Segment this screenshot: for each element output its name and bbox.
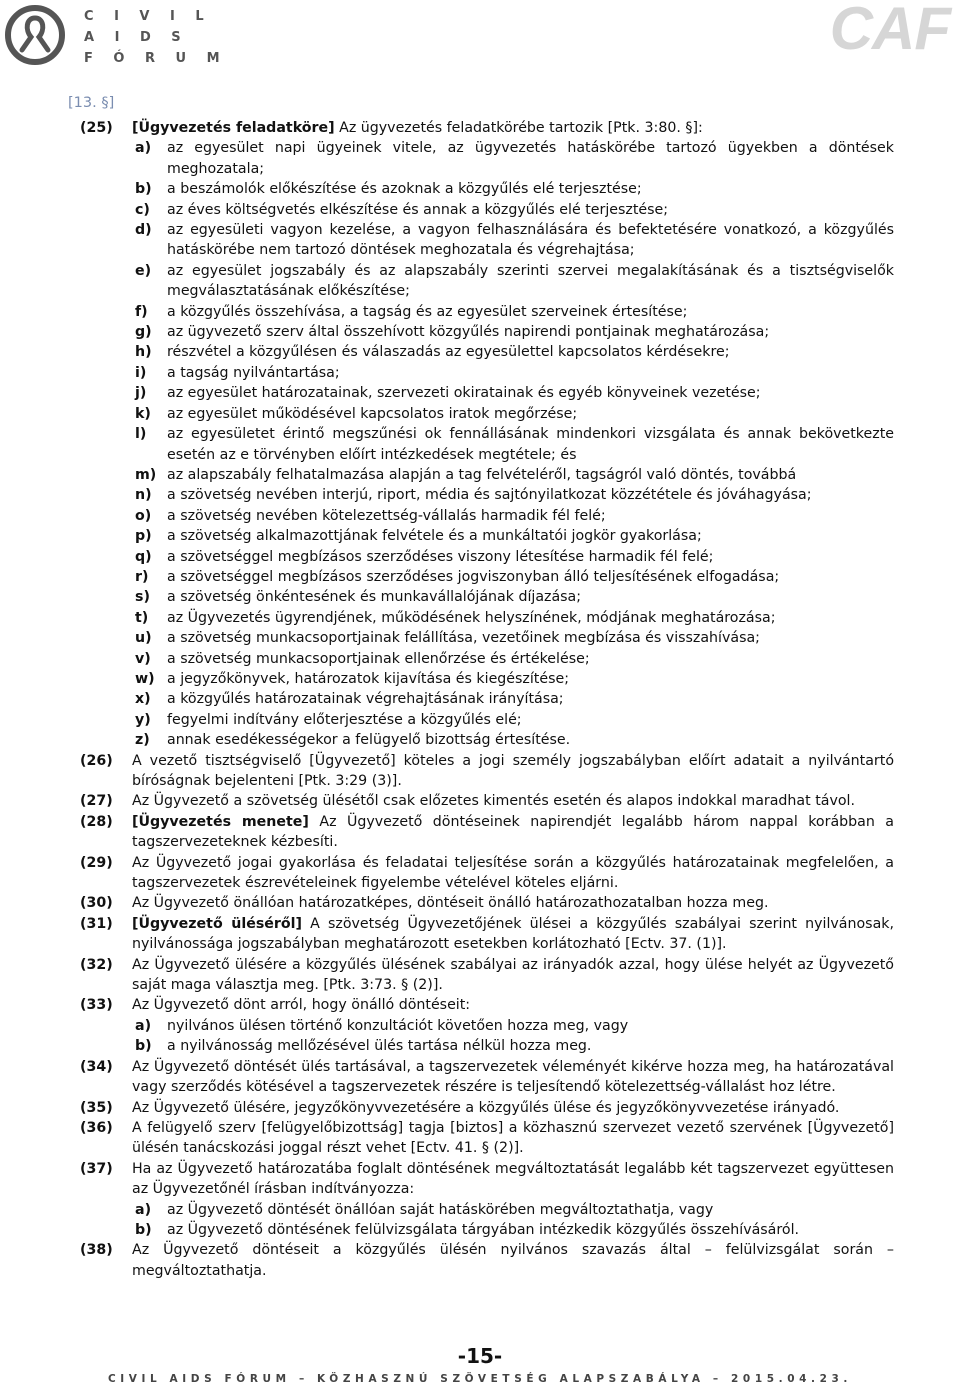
list-item-letter: f) — [135, 303, 148, 320]
list-item-text: nyilvános ülésen történő konzultációt követően hozza meg, vagy — [167, 1017, 629, 1034]
list-item — [135, 628, 894, 648]
paragraph-body: Az Ügyvezető ülésére a közgyűlés ülésének szabályai az irányadók azzal, hogy ülése helyét az Ügyvezető saját maga választja meg. [Ptk. 3:73. § (2)]. — [132, 956, 894, 994]
list-item-text: a szövetség munkacsoportjainak felállítása, vezetőinek megbízása és visszahívása; — [167, 630, 760, 647]
paragraph-text — [132, 1057, 894, 1098]
paragraph-item — [80, 1240, 894, 1281]
page-footer: CIVIL AIDS FÓRUM – KÖZHASZNÚ SZÖVETSÉG ALAPSZABÁLYA – 2015.04.23. — [107, 1373, 853, 1385]
list-item-text: a szövetséggel megbízásos szerződéses jogviszonyban álló teljesítésének elfogadása; — [167, 568, 780, 585]
list-item-letter: l) — [135, 426, 147, 443]
list-item — [135, 363, 894, 383]
list-item-letter: y) — [135, 711, 151, 728]
paragraph-number: (31) — [80, 915, 113, 932]
list-item — [135, 649, 894, 669]
list-item-text: az egyesület jogszabály és az alapszabály szerinti szervei megalakításának és a tisztségviselők megválasztatásának előkészítése; — [167, 262, 894, 300]
list-item-text: az egyesület határozatainak, szervezeti okiratainak és egyéb könyveinek vezetése; — [167, 385, 761, 402]
ribbon-logo-icon — [4, 4, 66, 66]
paragraph-item — [80, 1098, 894, 1118]
list-item-letter: m) — [135, 466, 157, 483]
list-item-text: az egyesület működésével kapcsolatos iratok megőrzése; — [167, 405, 578, 422]
list-item-letter: b) — [135, 181, 152, 198]
paragraph-body: Az Ügyvezető önállóan határozatképes, döntéseit önálló határozathozatalban hozza meg. — [132, 895, 769, 912]
list-item — [135, 302, 894, 322]
paragraph-number: (36) — [80, 1119, 113, 1136]
list-item — [135, 669, 894, 689]
paragraph-item — [80, 812, 894, 853]
list-item — [135, 424, 894, 465]
paragraph-body: A felügyelő szerv [felügyelőbizottság] tagja [biztos] a közhasznú szervezet vezető szervének [Ügyvezető] ülésén tanácskozási joggal részt vehet [Ectv. 41. § (2)]. — [132, 1119, 894, 1157]
paragraph-body: Az Ügyvezető jogai gyakorlása és feladatai teljesítése során a közgyűlés határozatainak megfelelően, a tagszervezetek észrevételeinek figyelembe vételével köteles eljárni. — [132, 854, 894, 892]
paragraph-number: (38) — [80, 1242, 113, 1259]
document-body — [80, 118, 894, 1281]
paragraph-number: (37) — [80, 1160, 113, 1177]
list-item — [135, 1200, 894, 1220]
paragraph-number: (33) — [80, 997, 113, 1014]
paragraph-text — [132, 118, 894, 138]
paragraph-number: (27) — [80, 793, 113, 810]
section-reference[interactable]: [13. §] — [68, 95, 115, 111]
list-item — [135, 138, 894, 179]
paragraph-text — [132, 955, 894, 996]
list-item — [135, 710, 894, 730]
paragraph-text — [132, 1118, 894, 1159]
paragraph-body: Az Ügyvezető dönt arról, hogy önálló döntéseit: — [132, 997, 471, 1014]
paragraph-text — [132, 853, 894, 894]
paragraph-heading: [Ügyvezetés feladatköre] — [132, 120, 335, 136]
list-item-letter: q) — [135, 548, 152, 565]
list-item-letter: c) — [135, 201, 150, 218]
list-item-letter: a) — [135, 140, 152, 157]
paragraph-body: Az Ügyvezető döntéseinek napirendjét legalább három nappal korábban a tagszervezeteknek kézbesíti. — [132, 813, 894, 851]
list-item-text: annak esedékességekor a felügyelő bizottság értesítése. — [167, 732, 571, 749]
paragraph-body: Az Ügyvezető döntéseit a közgyűlés ülésén nyilvános szavazás által – felülvizsgálat során – megváltoztathatja. — [132, 1242, 894, 1279]
list-item-letter: o) — [135, 507, 152, 524]
list-item-letter: b) — [135, 1221, 152, 1238]
paragraph-text — [132, 1240, 894, 1281]
list-item-text: az egyesületi vagyon kezelése, a vagyon felhasználására és befektetésére vonatkozó, a közgyűlés hatáskörébe nem tartozó döntések meghozatala és végrehajtása; — [167, 222, 894, 259]
list-item-letter: i) — [135, 364, 147, 381]
paragraph-number: (26) — [80, 752, 113, 769]
list-item-text: az egyesület napi ügyeinek vitele, az ügyvezetés hatáskörébe tartozó ügyekben a döntések meghozatala; — [167, 140, 894, 177]
list-item-letter: s) — [135, 589, 150, 606]
paragraph-item — [80, 914, 894, 955]
paragraph-item — [80, 955, 894, 996]
list-item-text: a beszámolók előkészítése és azoknak a közgyűlés elé terjesztése; — [167, 181, 642, 198]
list-item-text: az éves költségvetés elkészítése és annak a közgyűlés elé terjesztése; — [167, 201, 669, 218]
list-item-text: a nyilvánosság mellőzésével ülés tartása nélkül hozza meg. — [167, 1038, 592, 1055]
paragraph-text — [132, 1159, 894, 1200]
list-item — [135, 465, 894, 485]
paragraph-item — [80, 853, 894, 894]
paragraph-number: (34) — [80, 1058, 113, 1075]
paragraph-text — [132, 791, 894, 811]
paragraph-body: Az ügyvezetés feladatkörébe tartozik [Ptk. 3:80. §]: — [334, 120, 703, 136]
paragraph-item — [80, 1118, 894, 1159]
list-item-text: a szövetség nevében interjú, riport, média és sajtónyilatkozat közzététele és jóváhagyása; — [167, 487, 812, 504]
page-number: -15- — [457, 1344, 503, 1368]
list-item-text: az Ügyvezető döntését önállóan saját hatáskörében megváltoztathatja, vagy — [167, 1201, 714, 1218]
list-item-text: a szövetség munkacsoportjainak ellenőrzése és értékelése; — [167, 650, 590, 667]
paragraph-item — [80, 1057, 894, 1098]
logo-line-forum: F Ó R U M — [84, 51, 228, 66]
list-item — [135, 179, 894, 199]
paragraph-number: (30) — [80, 895, 113, 912]
list-item-letter: h) — [135, 344, 152, 361]
list-item — [135, 1036, 894, 1056]
paragraph-text — [132, 812, 894, 853]
paragraph-number: (35) — [80, 1099, 113, 1116]
list-item-text: részvétel a közgyűlésen és válaszadás az egyesülettel kapcsolatos kérdésekre; — [167, 344, 730, 361]
list-item — [135, 689, 894, 709]
list-item-text: a közgyűlés összehívása, a tagság és az egyesület szerveinek értesítése; — [167, 303, 688, 320]
paragraph-text — [132, 751, 894, 792]
list-item-text: az egyesületet érintő megszűnési ok fennállásának mindenkori vizsgálata és annak bekövetkezte esetén az e törvényben előírt intézkedések megtétele; és — [167, 426, 894, 463]
list-item-letter: d) — [135, 222, 152, 239]
paragraph-body: Az Ügyvezető a szövetség ülésétől csak előzetes kimentés esetén és alapos indokkal maradhat távol. — [132, 793, 855, 810]
logo-line-civil: C I V I L — [84, 9, 212, 24]
list-item-letter: b) — [135, 1038, 152, 1055]
list-item — [135, 506, 894, 526]
paragraph-body: Az Ügyvezető ülésére, jegyzőkönyvvezetésére a közgyűlés ülése és jegyzőkönyvvezetése irányadó. — [132, 1099, 840, 1116]
list-item-text: a tagság nyilvántartása; — [167, 364, 340, 381]
paragraph-text — [132, 1098, 894, 1118]
paragraph-item — [80, 995, 894, 1015]
logo-wordmark — [84, 6, 228, 69]
list-item — [135, 404, 894, 424]
page-header — [0, 0, 960, 72]
list-item-letter: k) — [135, 405, 151, 422]
list-item — [135, 567, 894, 587]
paragraph-text — [132, 914, 894, 955]
paragraph-number: (28) — [80, 813, 113, 830]
caf-brand: CAF — [829, 0, 950, 62]
list-item-text: a közgyűlés határozatainak végrehajtásának irányítása; — [167, 691, 564, 708]
list-item-letter: u) — [135, 630, 152, 647]
paragraph-item — [80, 791, 894, 811]
list-item — [135, 383, 894, 403]
list-item-letter: n) — [135, 487, 152, 504]
paragraph-item — [80, 1159, 894, 1200]
list-item-text: a jegyzőkönyvek, határozatok kijavítása és kiegészítése; — [167, 670, 570, 687]
paragraph-number: (32) — [80, 956, 113, 973]
list-item — [135, 261, 894, 302]
list-item — [135, 1220, 894, 1240]
list-item-text: az alapszabály felhatalmazása alapján a tag felvételéről, tagságról való döntés, továbbá — [167, 466, 797, 483]
list-item — [135, 200, 894, 220]
list-item — [135, 342, 894, 362]
paragraph-heading: [Ügyvezető üléséről] — [132, 915, 303, 932]
paragraph-item — [80, 118, 894, 138]
list-item-text: a szövetség önkéntesének és munkavállalójának díjazása; — [167, 589, 582, 606]
paragraph-text — [132, 995, 894, 1015]
list-item-text: az Ügyvezető döntésének felülvizsgálata tárgyában intézkedik közgyűlés összehívásáról. — [167, 1221, 800, 1238]
list-item — [135, 547, 894, 567]
list-item-letter: z) — [135, 732, 150, 749]
list-item-text: a szövetség alkalmazottjának felvétele és a munkáltatói jogkör gyakorlása; — [167, 528, 702, 545]
paragraph-item — [80, 751, 894, 792]
paragraph-number: (25) — [80, 120, 113, 136]
list-item — [135, 608, 894, 628]
list-item-letter: a) — [135, 1017, 152, 1034]
list-item-text: az ügyvezető szerv által összehívott közgyűlés napirendi pontjainak meghatározása; — [167, 324, 770, 341]
list-item-letter: t) — [135, 609, 149, 626]
list-item-text: az Ügyvezetés ügyrendjének, működésének helyszínének, módjának meghatározása; — [167, 609, 776, 626]
paragraph-text — [132, 893, 894, 913]
list-item-letter: a) — [135, 1201, 152, 1218]
list-item-letter: j) — [135, 385, 147, 402]
list-item-letter: g) — [135, 324, 152, 341]
paragraph-item — [80, 893, 894, 913]
paragraph-body: Ha az Ügyvezető határozatába foglalt döntésének megváltoztatását legalább két tagszervezet együttesen az Ügyvezetőnél írásban indítványozza: — [132, 1160, 894, 1198]
list-item — [135, 587, 894, 607]
list-item-text: fegyelmi indítvány előterjesztése a közgyűlés elé; — [167, 711, 522, 728]
list-item — [135, 1016, 894, 1036]
paragraph-heading: [Ügyvezetés menete] — [132, 813, 309, 830]
list-item-text: a szövetség nevében kötelezettség-vállalás harmadik fél felé; — [167, 507, 606, 524]
list-item — [135, 730, 894, 750]
list-item — [135, 322, 894, 342]
paragraph-body: A vezető tisztségviselő [Ügyvezető] köteles a jogi személy jogszabályban előírt adatait a nyilvántartó bíróságnak bejelenteni [Ptk. 3:29 (3)]. — [132, 752, 894, 789]
list-item-letter: p) — [135, 528, 152, 545]
list-item — [135, 526, 894, 546]
list-item-letter: r) — [135, 568, 149, 585]
list-item-letter: w) — [135, 670, 155, 687]
logo-line-aids: A I D S — [84, 30, 189, 45]
list-item — [135, 220, 894, 261]
list-item-letter: e) — [135, 262, 152, 279]
paragraph-body: Az Ügyvezető döntését ülés tartásával, a tagszervezetek véleményét kikérve hozza meg, ha határozatával vagy szerződés kötésével a tagszervezetek részére is teljesítendő kötelezettség-vállalást hoz létre. — [132, 1058, 894, 1096]
list-item-letter: v) — [135, 650, 151, 667]
list-item — [135, 485, 894, 505]
paragraph-body: A szövetség Ügyvezetőjének ülései a közgyűlés szabályai szerint nyilvánosak, nyilvánossága jogszabályban meghatározott esetekben korlátozható [Ectv. 37. (1)]. — [132, 915, 894, 953]
paragraph-number: (29) — [80, 854, 113, 871]
list-item-letter: x) — [135, 691, 151, 708]
list-item-text: a szövetséggel megbízásos szerződéses viszony létesítése harmadik fél felé; — [167, 548, 714, 565]
